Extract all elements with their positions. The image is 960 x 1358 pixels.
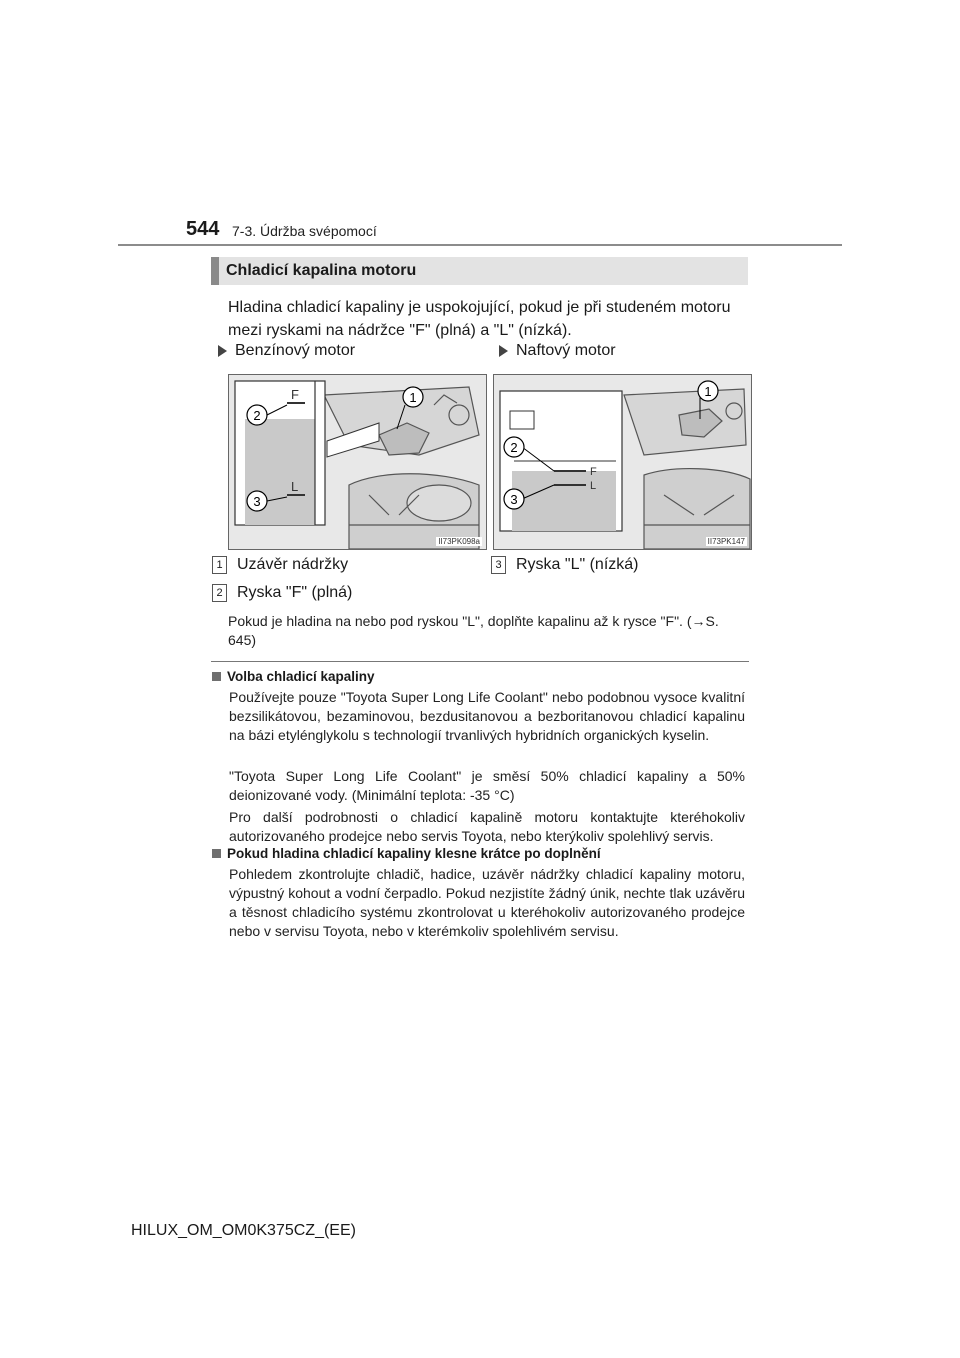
- legend-item-2: [212, 584, 352, 602]
- paragraph: "Toyota Super Long Life Coolant" je směsí 50% chladicí kapaliny a 50% deionizované vody. (Minimální teplota: -35 °C): [229, 768, 745, 803]
- legend-text: Uzávěr nádržky: [237, 556, 349, 573]
- figure-code: II73PK147: [707, 537, 745, 546]
- heading-text: Volba chladicí kapaliny: [227, 669, 375, 684]
- legend-text: Ryska "L" (nízká): [516, 556, 639, 573]
- section-title: 7-3. Údržba svépomocí: [232, 223, 377, 239]
- intro-text: Hladina chladicí kapaliny je uspokojující, pokud je při studeném motoru mezi ryskami na nádržce "F" (plná) a "L" (nízká).: [228, 299, 731, 339]
- variant-gasoline: [218, 342, 355, 360]
- level-drop-heading: [212, 846, 601, 861]
- refill-note: Pokud je hladina na nebo pod ryskou "L", doplňte kapalinu až k rysce "F". (→S. 645): [228, 613, 719, 648]
- l-mark-label: L: [291, 479, 299, 494]
- header-divider: [118, 244, 842, 246]
- variant-diesel: [499, 342, 616, 360]
- figure-diesel-reservoir: [493, 374, 752, 550]
- figure-gasoline-reservoir: [228, 374, 487, 550]
- callout-3: 3: [253, 494, 261, 509]
- variant-gasoline-label: Benzínový motor: [235, 342, 356, 359]
- triangle-bullet-icon: [218, 345, 227, 357]
- legend-item-3: [491, 556, 639, 574]
- section-divider: [211, 661, 749, 662]
- callout-1: 1: [409, 390, 417, 405]
- triangle-bullet-icon: [499, 345, 508, 357]
- coolant-selection-heading: [212, 669, 375, 684]
- figure-code: II73PK098a: [438, 537, 480, 546]
- callout-3: 3: [510, 492, 518, 507]
- callout-2: 2: [510, 440, 518, 455]
- legend-item-1: [212, 556, 348, 574]
- f-mark-label: F: [590, 466, 597, 478]
- title-bar-accent: [211, 257, 219, 285]
- legend-number: 3: [491, 556, 506, 574]
- legend-text: Ryska "F" (plná): [237, 584, 353, 601]
- paragraph: Používejte pouze "Toyota Super Long Life Coolant" nebo podobnou vysoce kvalitní bezsilikátovou, bezaminovou, bezdusitanovou a bezboritanovou chladicí kapalinu na bázi etylénglykolu s technologií trvanlivých hybridních organických kyselin.: [229, 689, 745, 743]
- callout-2: 2: [253, 408, 261, 423]
- engine-bay-illustration: [494, 375, 751, 549]
- page-number: 544: [186, 218, 220, 240]
- square-bullet-icon: [212, 849, 221, 858]
- legend-number: 1: [212, 556, 227, 574]
- variant-diesel-label: Naftový motor: [516, 342, 616, 359]
- document-footer-code: HILUX_OM_OM0K375CZ_(EE): [131, 1222, 356, 1239]
- paragraph: Pro další podrobnosti o chladicí kapalině motoru kontaktujte kteréhokoliv autorizovaného prodejce nebo servis Toyota, nebo kterýkoliv spolehlivý servis.: [229, 809, 745, 844]
- square-bullet-icon: [212, 672, 221, 681]
- engine-bay-illustration: [229, 375, 486, 549]
- paragraph: Pohledem zkontrolujte chladič, hadice, uzávěr nádržky chladicí kapaliny motoru, výpustný kohout a vodní čerpadlo. Pokud nezjistíte žádný únik, nechte tlak uzávěru a těsnost chladicího systému zkontrolovat u kteréhokoliv autorizovaného prodejce nebo v servisu Toyota, nebo v kterémkoliv spolehlivém servisu.: [229, 866, 745, 939]
- l-mark-label: L: [590, 480, 597, 492]
- callout-1: 1: [704, 384, 712, 399]
- heading-text: Pokud hladina chladicí kapaliny klesne krátce po doplnění: [227, 846, 601, 861]
- f-mark-label: F: [291, 387, 299, 402]
- legend-number: 2: [212, 584, 227, 602]
- title-bar-label: Chladicí kapalina motoru: [226, 262, 417, 279]
